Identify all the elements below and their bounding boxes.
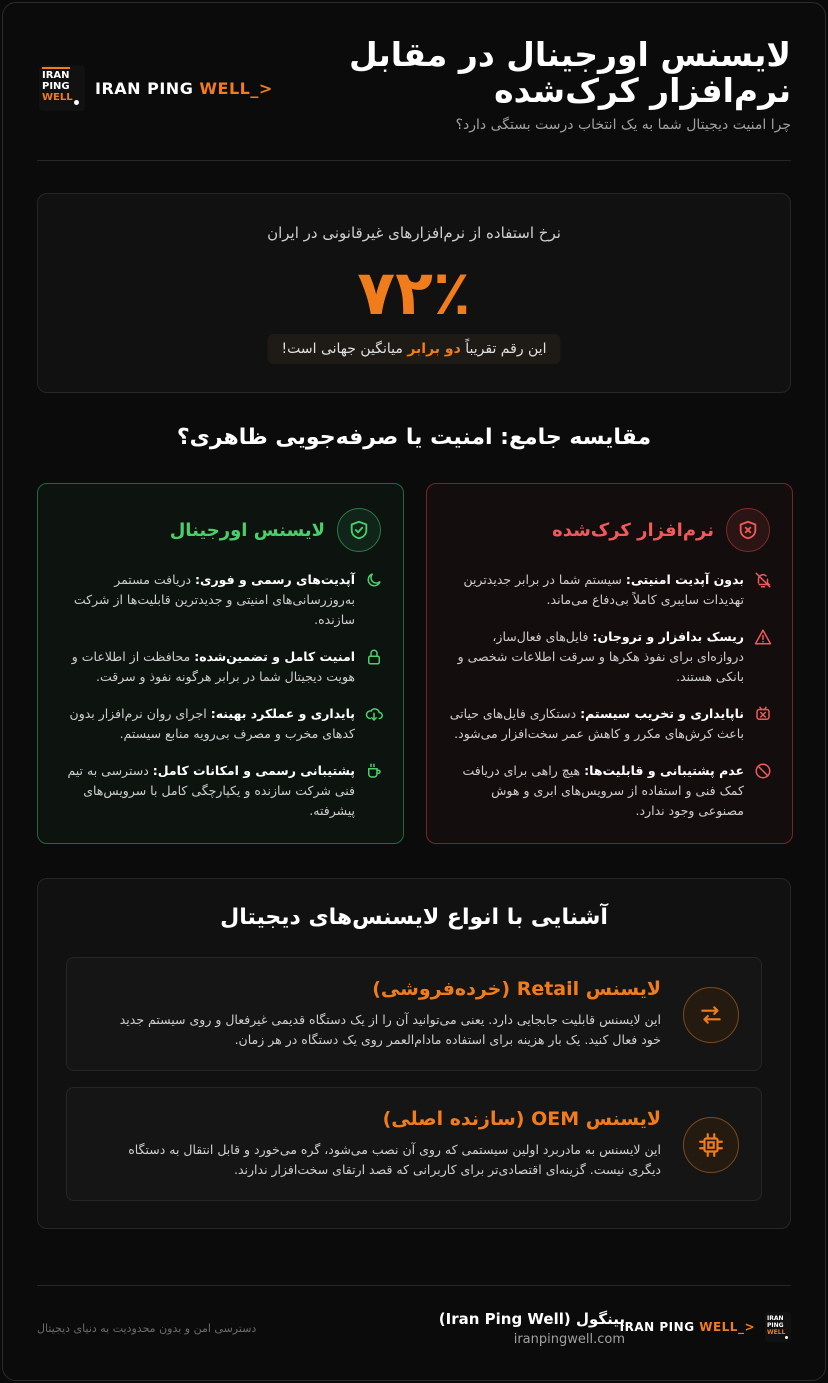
retail-description: این لایسنس قابلیت جابجایی دارد. یعنی می‌توانید آن را از یک دستگاه قدیمی غیرفعال و روی سیستم جدید خود فعال کنید. یک بار هزینه برای استفاده مادام‌العمر روی یک دستگاه در هر زمان.	[119, 1012, 661, 1047]
lock-icon	[365, 648, 383, 666]
logo-line-1: IRAN	[42, 70, 70, 81]
oem-title: لایسنس OEM (سازنده اصلی)	[382, 1108, 661, 1130]
brand-logo	[39, 65, 273, 111]
moon-icon	[365, 571, 383, 589]
types-title: آشنایی با انواع لایسنس‌های دیجیتال	[220, 905, 608, 930]
coffee-icon	[365, 762, 383, 780]
cloud-download-icon	[365, 705, 383, 723]
broken-icon	[754, 705, 772, 723]
oem-license-card	[66, 1087, 762, 1201]
transfer-arrows-icon	[683, 987, 739, 1043]
list-item: ناپایداری و تخریب سیستم: دستکاری فایل‌های حیاتی باعث کرش‌های مکرر و کاهش عمر سخت‌افزار می‌شود.	[449, 704, 772, 744]
warning-icon	[754, 628, 772, 646]
stat-note: این رقم تقریباً دو برابر میانگین جهانی است!	[268, 334, 561, 364]
stat-value: ۷۲٪	[357, 256, 471, 329]
oem-description: این لایسنس به مادربرد اولین سیستمی که روی آن نصب می‌شود، گره می‌خورد و قابل انتقال به دستگاه دیگری نیست. گزینه‌ای اقتصادی‌تر برای کاربرانی که قصد ارتقای سخت‌افزار ندارند.	[128, 1142, 661, 1177]
original-license-card	[37, 483, 404, 844]
bell-off-icon	[754, 571, 772, 589]
shield-x-icon	[726, 508, 770, 552]
shield-check-icon	[337, 508, 381, 552]
stat-panel	[37, 193, 791, 393]
list-item: بدون آپدیت امنیتی: سیستم شما در برابر جدیدترین تهدیدات سایبری کاملاً بی‌دفاع می‌ماند.	[449, 570, 772, 610]
card-header	[552, 508, 770, 552]
footer	[37, 1285, 791, 1355]
cpu-chip-icon	[683, 1117, 739, 1173]
cracked-software-card	[426, 483, 793, 844]
original-items	[60, 570, 383, 838]
footer-brand-name: IRAN PING WELL_>	[619, 1320, 755, 1334]
logo-line-3: WELL	[42, 92, 73, 103]
retail-title: لایسنس Retail (خرده‌فروشی)	[372, 978, 661, 1000]
list-item: امنیت کامل و تضمین‌شده: محافظت از اطلاعات و هویت دیجیتال شما در برابر هرگونه نفوذ و سرقت.	[60, 647, 383, 687]
list-item: پشتیبانی رسمی و امکانات کامل: دسترسی به تیم فنی شرکت سازنده و یکپارچگی کامل با سرویس‌های پیشرفته.	[60, 761, 383, 821]
footer-site-name: پینگول (Iran Ping Well)	[438, 1310, 625, 1328]
header	[37, 33, 791, 161]
card-title: لایسنس اورجینال	[169, 519, 325, 541]
page-subtitle: چرا امنیت دیجیتال شما به یک انتخاب درست بستگی دارد؟	[455, 117, 791, 133]
cracked-items	[449, 570, 772, 838]
brand-name: IRAN PING WELL_>	[95, 78, 273, 98]
footer-tagline: دسترسی امن و بدون محدودیت به دنیای دیجیتال	[37, 1322, 257, 1335]
compare-title: مقایسه جامع: امنیت یا صرفه‌جویی ظاهری؟	[176, 425, 652, 450]
stat-label: نرخ استفاده از نرم‌افزارهای غیرقانونی در ایران	[267, 224, 561, 242]
infographic-page	[2, 2, 826, 1381]
footer-brand	[620, 1312, 791, 1342]
list-item: عدم پشتیبانی و قابلیت‌ها: هیچ راهی برای دریافت کمک فنی و استفاده از سرویس‌های ابری و هوش مصنوعی وجود ندارد.	[449, 761, 772, 821]
card-header	[170, 508, 381, 552]
list-item: پایداری و عملکرد بهینه: اجرای روان نرم‌افزار بدون کدهای مخرب و مصرف بی‌رویه منابع سیستم.	[60, 704, 383, 744]
footer-logo-mark: IRAN PING WELL	[765, 1312, 791, 1342]
logo-line-2: PING	[42, 81, 70, 92]
license-types-panel	[37, 878, 791, 1229]
list-item: ریسک بدافزار و تروجان: فایل‌های فعال‌ساز، دروازه‌ای برای نفوذ هکرها و سرقت اطلاعات شخصی و بانکی هستند.	[449, 627, 772, 687]
footer-url-link[interactable]: iranpingwell.com	[513, 1332, 625, 1347]
logo-mark	[39, 65, 85, 111]
retail-license-card	[66, 957, 762, 1071]
card-title: نرم‌افزار کرک‌شده	[552, 519, 714, 541]
ban-icon	[754, 762, 772, 780]
page-title: لایسنس اورجینال در مقابل نرم‌افزار کرک‌شده	[348, 35, 791, 110]
list-item: آپدیت‌های رسمی و فوری: دریافت مستمر به‌روزرسانی‌های امنیتی و جدیدترین قابلیت‌ها از شرکت سازنده.	[60, 570, 383, 630]
